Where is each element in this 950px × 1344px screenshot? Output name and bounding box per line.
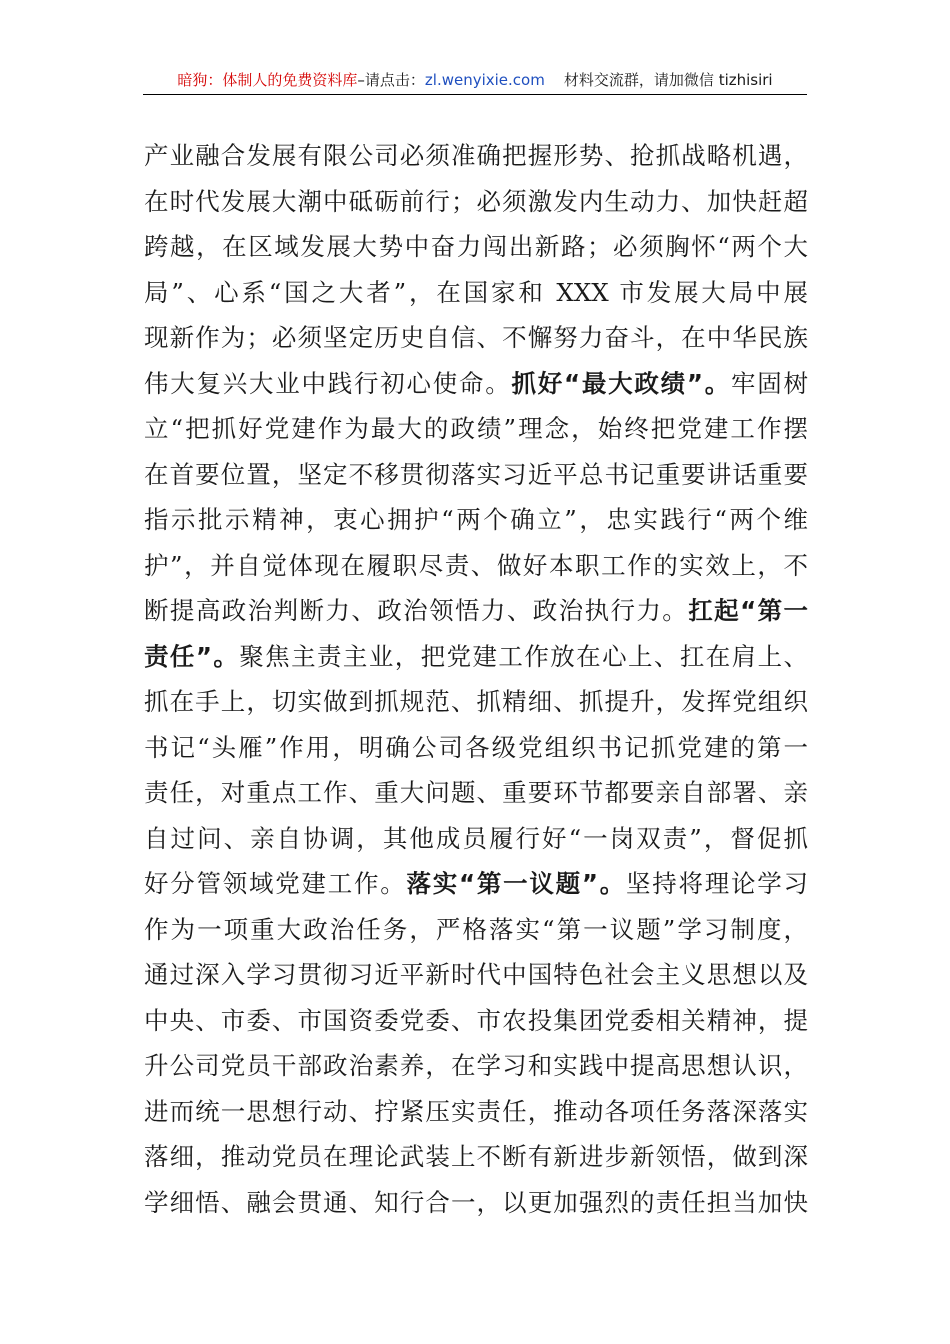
page-header: [143, 66, 807, 95]
header-prompt: –请点击：: [357, 71, 425, 89]
text-line: [144, 907, 808, 953]
text-segment: 指示批示精神，衷心拥护“两个确立”，忠实践行“两个维: [144, 505, 808, 534]
text-segment: 牢固树: [731, 368, 809, 398]
text-segment: 通过深入学习贯彻习近平新时代中国特色社会主义思想以及: [144, 960, 808, 989]
text-segment: 聚焦主责主业，把党建工作放在心上、扛在肩上、: [239, 641, 808, 671]
text-line: [144, 816, 808, 862]
text-line: [144, 133, 808, 179]
header-brand: 暗狗：体制人的免费资料库: [177, 71, 358, 89]
text-segment: 落细，推动党员在理论武装上不断有新进步新领悟，做到深: [144, 1142, 808, 1171]
text-line: [144, 270, 808, 316]
bold-heading: 落实“第一议题”。: [406, 869, 626, 898]
text-line: [144, 725, 808, 771]
text-line: [144, 315, 808, 361]
text-line: [144, 998, 808, 1044]
text-segment: 在首要位置，坚定不移贯彻落实习近平总书记重要讲话重要: [144, 459, 808, 489]
text-line: [144, 679, 808, 725]
text-line: [144, 1089, 808, 1135]
text-line: [144, 179, 808, 225]
text-line: [144, 1043, 808, 1089]
text-segment: 产业融合发展有限公司必须准确把握形势、抢抓战略机遇，: [144, 141, 808, 170]
text-line: [144, 406, 808, 452]
text-line: [144, 1180, 808, 1226]
text-segment: 好分管领域党建工作。: [144, 869, 407, 898]
document-body: [144, 133, 808, 1225]
text-line: [144, 361, 808, 407]
text-segment: 坚持将理论学习: [625, 869, 808, 898]
text-segment: 护”，并自觉体现在履职尽责、做好本职工作的实效上，不: [144, 550, 808, 580]
text-line: [144, 497, 808, 543]
text-segment: 作为一项重大政治任务，严格落实“第一议题”学习制度，: [144, 914, 808, 944]
text-line: [144, 770, 808, 816]
text-segment: 自过问、亲自协调，其他成员履行好“一岗双责”，督促抓: [144, 823, 808, 853]
text-segment: 书记“头雁”作用，明确公司各级党组织书记抓党建的第一: [144, 732, 808, 762]
text-line: [144, 588, 808, 634]
text-segment: 立“把抓好党建作为最大的政绩”理念，始终把党建工作摆: [144, 414, 808, 443]
text-segment: 责任，对重点工作、重大问题、重要环节都要亲自部署、亲: [144, 778, 808, 807]
text-line: [144, 452, 808, 498]
header-url-link[interactable]: zl.wenyixie.com: [424, 71, 545, 89]
text-segment: 现新作为；必须坚定历史自信、不懈努力奋斗，在中华民族: [144, 323, 808, 352]
text-segment: 断提高政治判断力、政治领悟力、政治执行力。: [144, 596, 689, 625]
text-segment: 学细悟、融会贯通、知行合一，以更加强烈的责任担当加快: [144, 1187, 808, 1217]
header-contact: 材料交流群，请加微信 tizhisiri: [563, 71, 773, 89]
text-line: [144, 1134, 808, 1180]
bold-heading: 扛起“第一: [688, 596, 808, 625]
text-line: [144, 543, 808, 589]
text-segment: 抓在手上，切实做到抓规范、抓精细、抓提升，发挥党组织: [144, 687, 808, 716]
text-segment: 中央、市委、市国资委党委、市农投集团党委相关精神，提: [144, 1005, 808, 1035]
text-segment: 升公司党员干部政治素养，在学习和实践中提高思想认识，: [144, 1051, 808, 1080]
text-line: [144, 861, 808, 907]
text-line: [144, 224, 808, 270]
text-segment: 伟大复兴大业中践行初心使命。: [144, 368, 512, 398]
text-segment: 局”、心系“国之大者”，在国家和 XXX 市发展大局中展: [144, 277, 808, 307]
text-segment: 在时代发展大潮中砥砺前行；必须激发内生动力、加快赶超: [144, 186, 808, 216]
bold-heading: 责任”。: [144, 641, 240, 671]
bold-heading: 抓好“最大政绩”。: [511, 368, 731, 398]
text-segment: 进而统一思想行动、拧紧压实责任，推动各项任务落深落实: [144, 1096, 808, 1126]
text-line: [144, 952, 808, 998]
text-line: [144, 634, 808, 680]
text-segment: 跨越，在区域发展大势中奋力闯出新路；必须胸怀“两个大: [144, 232, 808, 261]
